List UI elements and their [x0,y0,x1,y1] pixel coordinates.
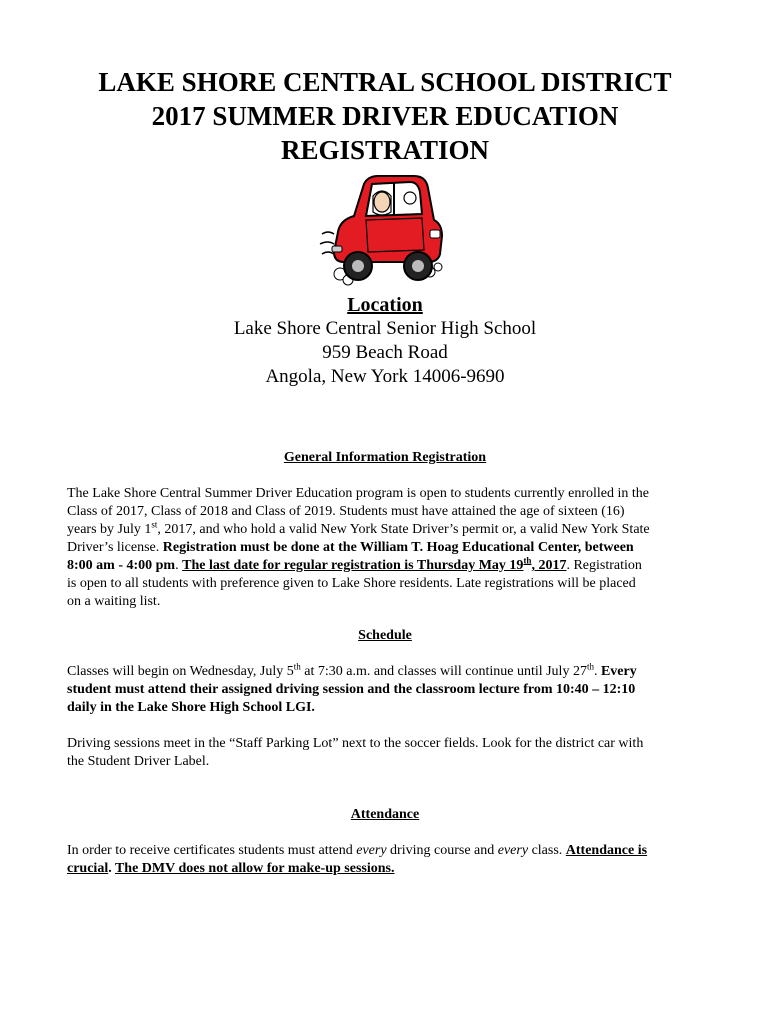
driving-line-1: Driving sessions meet in the “Staff Parking Lot” next to the soccer fields. Look for the district car with [67,736,644,751]
attendance-line-2c: The DMV does not allow for make-up sessions. [114,861,395,876]
general-line-5e: . Registration [566,558,642,573]
general-line-5 [67,557,707,575]
general-info-paragraph [67,485,707,611]
attendance-line-1a: In order to receive certificates students must attend [67,843,357,858]
general-line-7: on a waiting list. [67,594,161,609]
general-line-5-sup: th [523,555,532,566]
attendance-line-1 [67,842,707,860]
schedule-heading: Schedule [358,628,412,643]
attendance-line-1d: every [497,843,529,858]
attendance-line-1c: driving course and [386,843,498,858]
schedule-line-1b: at 7:30 a.m. and classes will continue until July 27 [300,664,587,679]
attendance-line-2a: crucial [67,861,109,876]
location-school: Lake Shore Central Senior High School [233,318,537,339]
schedule-paragraph [67,663,707,717]
schedule-line-1a: Classes will begin on Wednesday, July 5 [67,664,294,679]
driving-line-2: the Student Driver Label. [67,754,210,769]
location-city: Angola, New York 14006-9690 [265,366,505,387]
schedule-line-2: student must attend their assigned driving session and the classroom lecture from 10:40 – 12:10 [67,682,636,697]
general-line-5c: The last date for regular registration is Thursday May 19 [182,558,524,573]
general-line-4 [67,539,707,557]
attendance-line-2b: . [108,861,115,876]
schedule-line-1 [67,663,707,681]
schedule-line-1d: Every [600,664,637,679]
title-line-3: REGISTRATION [280,135,490,165]
general-line-1: The Lake Shore Central Summer Driver Education program is open to students currently enrolled in the [67,486,650,501]
general-line-4a: Driver’s license. [67,540,163,555]
general-line-3 [67,521,707,539]
schedule-line-3: daily in the Lake Shore High School LGI. [67,700,315,715]
general-line-5d: , 2017 [531,558,567,573]
attendance-heading: Attendance [350,807,420,822]
schedule-line-1c: . [593,664,601,679]
attendance-paragraph [67,842,707,878]
attendance-line-1b: every [356,843,387,858]
general-line-3b: , 2017, and who hold a valid New York State Driver’s permit or, a valid New York State [157,522,650,537]
general-line-5b: . [175,558,183,573]
title-line-2: 2017 SUMMER DRIVER EDUCATION [151,101,619,131]
attendance-line-1f: Attendance is [565,843,648,858]
page-title [0,65,770,167]
schedule-line-1-sup2: th [586,661,594,672]
red-car-illustration [318,172,446,290]
attendance-line-1e: class. [528,843,566,858]
location-heading: Location [347,294,423,316]
title-line-1: LAKE SHORE CENTRAL SCHOOL DISTRICT [98,67,672,97]
driving-sessions-paragraph [67,735,707,771]
general-line-6: is open to all students with preference given to Lake Shore residents. Late registrations will be placed [67,576,636,591]
general-info-heading: General Information Registration [283,450,487,465]
general-line-2: Class of 2017, Class of 2018 and Class of 2019. Students must have attained the age of sixteen (16) [67,504,625,519]
general-line-4b: Registration must be done at the William T. Hoag Educational Center, between [162,540,634,555]
attendance-line-2 [67,860,707,878]
location-street: 959 Beach Road [322,342,448,363]
general-line-3a: years by July 1 [67,522,152,537]
general-line-3-sup: st [151,519,158,530]
general-line-5a: 8:00 am - 4:00 pm [67,558,176,573]
schedule-line-1-sup1: th [293,661,301,672]
